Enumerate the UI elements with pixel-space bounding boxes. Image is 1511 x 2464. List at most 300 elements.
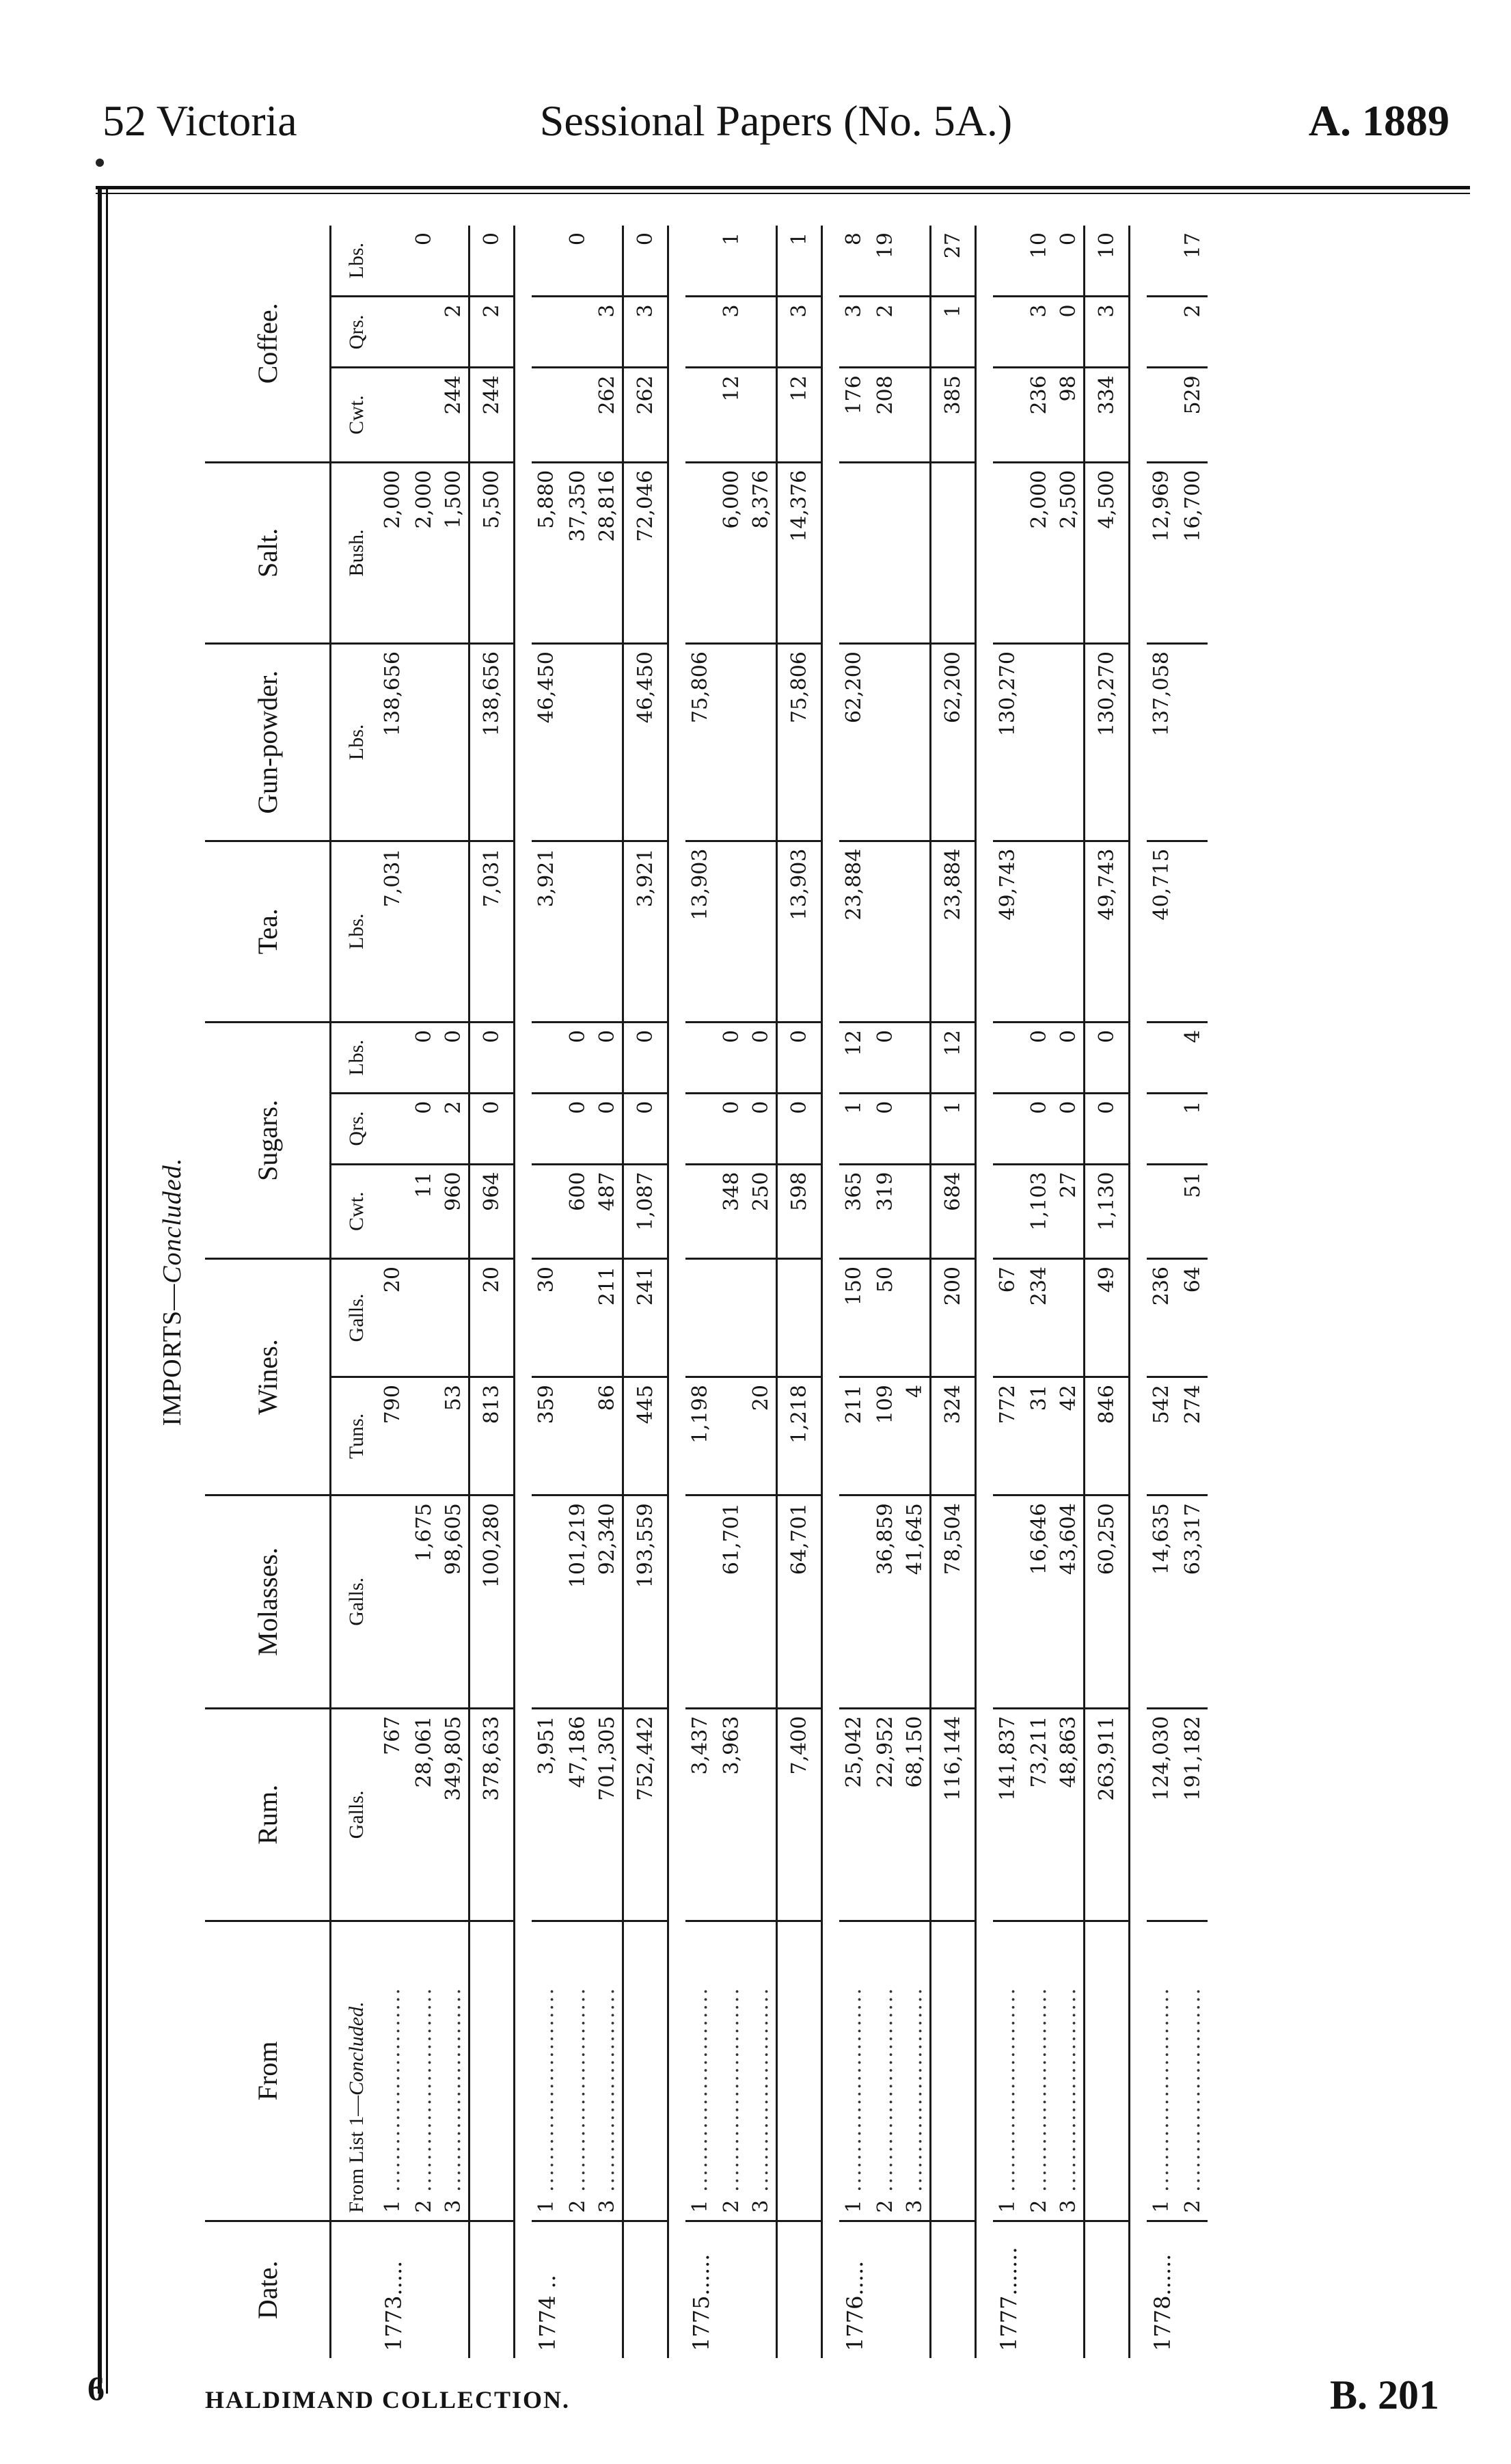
cell-ccwt: 98 xyxy=(1054,368,1085,462)
leader-dots: .......................... xyxy=(1027,1987,1051,2200)
leader-dots: .......................... xyxy=(688,1987,712,2200)
unit-tea: Lbs. xyxy=(331,841,379,1022)
total-tea: 3,921 xyxy=(623,841,668,1022)
total-wgalls: 20 xyxy=(469,1259,515,1377)
leader-dots: .......................... xyxy=(534,1987,558,2200)
header-center: Sessional Papers (No. 5A.) xyxy=(539,96,1013,145)
unit-sugars-lbs: Lbs. xyxy=(331,1022,379,1093)
cell-rum: 124,030 xyxy=(1147,1708,1178,1921)
leader-dots: .......................... xyxy=(749,1987,773,2200)
spacer-cell xyxy=(822,226,840,2358)
row-from xyxy=(532,1921,563,2221)
total-rum: 752,442 xyxy=(623,1708,668,1921)
row-date xyxy=(900,2221,931,2358)
row-date xyxy=(439,2221,469,2358)
row-date: 1773..... xyxy=(378,2221,409,2358)
leader-dots: .......................... xyxy=(595,1987,619,2200)
cell-cqrs xyxy=(378,297,409,368)
total-date xyxy=(1085,2221,1130,2358)
cell-cwt: 365 xyxy=(839,1164,871,1258)
table-row xyxy=(746,226,777,2358)
spacer-cell xyxy=(515,226,532,2358)
total-row xyxy=(777,226,822,2358)
cell-tea: 49,743 xyxy=(993,841,1024,1022)
row-from xyxy=(593,1921,623,2221)
row-source-number: 3 xyxy=(595,2199,619,2213)
row-date xyxy=(563,2221,593,2358)
cell-ccwt xyxy=(409,368,439,462)
cell-tea xyxy=(1178,841,1208,1022)
unit-date xyxy=(331,2221,379,2358)
row-date xyxy=(717,2221,746,2358)
spacer-cell xyxy=(668,226,686,2358)
cell-clbs: 19 xyxy=(873,232,897,259)
unit-sugars-qrs: Qrs. xyxy=(331,1093,379,1164)
row-date xyxy=(871,2221,900,2358)
cell-tuns: 109 xyxy=(871,1377,900,1495)
cell-ccwt xyxy=(1147,368,1178,462)
row-source-number: 2 xyxy=(720,2199,744,2213)
cell-rum: 3,951 xyxy=(532,1708,563,1921)
spacer-row xyxy=(1208,226,1224,2358)
cell-cqrs: 2 xyxy=(871,297,900,368)
cell-salt: 2,000 xyxy=(1024,462,1054,643)
row-from xyxy=(1178,1921,1208,2221)
cell-clbs: 1 xyxy=(720,232,744,246)
cell-tuns: 211 xyxy=(839,1377,871,1495)
total-qrs: 0 xyxy=(469,1093,515,1164)
cell-wgalls xyxy=(685,1259,717,1377)
cell-tuns: 542 xyxy=(1147,1377,1178,1495)
cell-rum: 48,863 xyxy=(1054,1708,1085,1921)
row-date xyxy=(1054,2221,1085,2358)
cell-ccwt: 208 xyxy=(871,368,900,462)
leader-dots: .......................... xyxy=(412,1987,436,2200)
unit-rum: Galls. xyxy=(331,1708,379,1921)
cell-wgalls xyxy=(409,1259,439,1377)
table-row xyxy=(378,226,409,2358)
cell-salt: 6,000 xyxy=(717,462,746,643)
cell-salt xyxy=(900,462,931,643)
total-salt xyxy=(931,462,976,643)
table-row xyxy=(871,226,900,2358)
total-cqrs: 3 xyxy=(623,297,668,368)
cell-clbs xyxy=(1147,226,1178,297)
units-row xyxy=(331,226,379,2358)
cell-wgalls: 30 xyxy=(532,1259,563,1377)
cell-rum: 22,952 xyxy=(871,1708,900,1921)
cell-qrs: 0 xyxy=(746,1093,777,1164)
total-molasses: 64,701 xyxy=(777,1495,822,1709)
cell-tea: 7,031 xyxy=(378,841,409,1022)
cell-salt: 12,969 xyxy=(1147,462,1178,643)
cell-clbs xyxy=(439,226,469,297)
total-tea: 49,743 xyxy=(1085,841,1130,1022)
cell-tuns: 31 xyxy=(1024,1377,1054,1495)
cell-tea xyxy=(1024,841,1054,1022)
cell-qrs: 2 xyxy=(439,1093,469,1164)
cell-cwt: 319 xyxy=(871,1164,900,1258)
cell-salt xyxy=(871,462,900,643)
total-ccwt: 262 xyxy=(623,368,668,462)
cell-slbs: 0 xyxy=(746,1022,777,1093)
cell-salt: 37,350 xyxy=(563,462,593,643)
unit-coffee-lbs: Lbs. xyxy=(345,242,368,279)
cell-tuns: 86 xyxy=(593,1377,623,1495)
total-ccwt: 385 xyxy=(931,368,976,462)
total-date xyxy=(623,2221,668,2358)
total-qrs: 1 xyxy=(931,1093,976,1164)
total-cwt: 1,087 xyxy=(623,1164,668,1258)
row-source-number: 2 xyxy=(412,2199,436,2213)
leader-dots: .......................... xyxy=(381,1987,405,2200)
row-source-number: 3 xyxy=(1057,2199,1080,2213)
cell-cqrs: 3 xyxy=(839,297,871,368)
cell-cwt xyxy=(1147,1164,1178,1258)
leader-dots: .......................... xyxy=(996,1987,1020,2200)
imports-body xyxy=(378,226,1224,2358)
row-source-number: 1 xyxy=(688,2199,712,2213)
imports-table xyxy=(205,226,1224,2358)
total-qrs: 0 xyxy=(623,1093,668,1164)
total-tuns: 846 xyxy=(1085,1377,1130,1495)
cell-cwt xyxy=(378,1164,409,1258)
total-row xyxy=(469,226,515,2358)
rotated-table-area xyxy=(130,205,1469,2392)
row-source-number: 1 xyxy=(842,2199,866,2213)
cell-rum: 767 xyxy=(378,1708,409,1921)
total-date xyxy=(931,2221,976,2358)
cell-salt xyxy=(839,462,871,643)
spacer-cell xyxy=(976,226,994,2358)
table-row xyxy=(900,226,931,2358)
cell-slbs: 0 xyxy=(1024,1022,1054,1093)
cell-ccwt: 12 xyxy=(717,368,746,462)
spacer-cell xyxy=(1130,226,1147,2358)
cell-rum: 701,305 xyxy=(593,1708,623,1921)
table-row xyxy=(839,226,871,2358)
row-from xyxy=(900,1921,931,2221)
cell-molasses: 41,645 xyxy=(900,1495,931,1709)
cell-clbs xyxy=(532,226,563,297)
cell-ccwt: 244 xyxy=(439,368,469,462)
cell-rum: 3,437 xyxy=(685,1708,717,1921)
footer-page-number: B. 201 xyxy=(1329,2372,1439,2418)
cell-qrs: 0 xyxy=(1024,1093,1054,1164)
col-salt: Salt. xyxy=(205,462,331,643)
row-source-number: 2 xyxy=(1027,2199,1051,2213)
cell-slbs: 0 xyxy=(593,1022,623,1093)
cell-cqrs: 3 xyxy=(593,297,623,368)
leader-dots: .......................... xyxy=(1149,1987,1173,2200)
row-date: 1775...... xyxy=(685,2221,717,2358)
table-row xyxy=(1024,226,1054,2358)
cell-wgalls xyxy=(563,1259,593,1377)
cell-cwt: 487 xyxy=(593,1164,623,1258)
cell-salt xyxy=(993,462,1024,643)
cell-wgalls xyxy=(900,1259,931,1377)
cell-tuns: 53 xyxy=(439,1377,469,1495)
cell-molasses: 1,675 xyxy=(409,1495,439,1709)
cell-ccwt: 236 xyxy=(1024,368,1054,462)
cell-molasses xyxy=(378,1495,409,1709)
cell-rum: 349,805 xyxy=(439,1708,469,1921)
table-row xyxy=(1178,226,1208,2358)
cell-clbs: 0 xyxy=(1057,232,1080,246)
total-tea: 13,903 xyxy=(777,841,822,1022)
total-clbs: 1 xyxy=(777,226,822,297)
cell-rum: 28,061 xyxy=(409,1708,439,1921)
cell-wgalls: 236 xyxy=(1147,1259,1178,1377)
total-molasses: 100,280 xyxy=(469,1495,515,1709)
cell-slbs: 0 xyxy=(439,1022,469,1093)
total-from xyxy=(1085,1921,1130,2221)
cell-cwt: 960 xyxy=(439,1164,469,1258)
cell-molasses: 101,219 xyxy=(563,1495,593,1709)
total-slbs: 0 xyxy=(623,1022,668,1093)
cell-ccwt: 529 xyxy=(1178,368,1208,462)
col-coffee: Coffee. xyxy=(205,226,331,462)
cell-ccwt xyxy=(900,368,931,462)
cell-cwt: 27 xyxy=(1054,1164,1085,1258)
cell-ccwt xyxy=(685,368,717,462)
cell-tea xyxy=(746,841,777,1022)
cell-salt: 2,000 xyxy=(409,462,439,643)
total-from xyxy=(931,1921,976,2221)
spacer-row xyxy=(668,226,686,2358)
cell-wgalls: 211 xyxy=(593,1259,623,1377)
cell-tea xyxy=(900,841,931,1022)
cell-salt: 1,500 xyxy=(439,462,469,643)
total-wgalls: 241 xyxy=(623,1259,668,1377)
row-source-number: 2 xyxy=(1181,2199,1205,2213)
row-from xyxy=(839,1921,871,2221)
row-from xyxy=(1054,1921,1085,2221)
table-row xyxy=(409,226,439,2358)
cell-wgalls xyxy=(746,1259,777,1377)
cell-molasses xyxy=(993,1495,1024,1709)
cell-gun xyxy=(746,644,777,841)
spacer-row xyxy=(822,226,840,2358)
cell-qrs xyxy=(532,1093,563,1164)
cell-tea xyxy=(409,841,439,1022)
cell-ccwt xyxy=(746,368,777,462)
total-ccwt: 12 xyxy=(777,368,822,462)
row-from xyxy=(685,1921,717,2221)
cell-molasses xyxy=(685,1495,717,1709)
cell-slbs: 0 xyxy=(563,1022,593,1093)
cell-ccwt xyxy=(532,368,563,462)
row-from xyxy=(409,1921,439,2221)
total-molasses: 193,559 xyxy=(623,1495,668,1709)
cell-gun: 137,058 xyxy=(1147,644,1178,841)
spacer-row xyxy=(976,226,994,2358)
total-salt: 72,046 xyxy=(623,462,668,643)
cell-cqrs xyxy=(746,297,777,368)
cell-tea: 13,903 xyxy=(685,841,717,1022)
cell-gun: 130,270 xyxy=(993,644,1024,841)
row-date: 1778...... xyxy=(1147,2221,1178,2358)
total-row xyxy=(931,226,976,2358)
cell-qrs xyxy=(900,1093,931,1164)
row-source-number: 1 xyxy=(534,2199,558,2213)
unit-coffee-qrs: Qrs. xyxy=(331,297,379,368)
cell-cqrs: 2 xyxy=(1178,297,1208,368)
cell-gun xyxy=(717,644,746,841)
total-qrs: 0 xyxy=(1085,1093,1130,1164)
col-wines: Wines. xyxy=(205,1259,331,1495)
cell-wgalls xyxy=(1054,1259,1085,1377)
from-list-label xyxy=(331,1921,379,2221)
row-date xyxy=(746,2221,777,2358)
cell-cqrs: 3 xyxy=(717,297,746,368)
table-row xyxy=(439,226,469,2358)
total-slbs: 12 xyxy=(931,1022,976,1093)
total-tuns: 1,218 xyxy=(777,1377,822,1495)
cell-salt: 2,000 xyxy=(378,462,409,643)
leader-dots: .......................... xyxy=(903,1987,927,2200)
col-sugars: Sugars. xyxy=(205,1022,331,1258)
total-cqrs: 1 xyxy=(931,297,976,368)
total-clbs: 0 xyxy=(623,226,668,297)
rotated-page xyxy=(130,205,1442,2379)
cell-salt: 28,816 xyxy=(593,462,623,643)
top-rule xyxy=(96,186,1470,189)
total-wgalls: 200 xyxy=(931,1259,976,1377)
cell-gun xyxy=(593,644,623,841)
section-title-text: IMPORTS— xyxy=(158,1283,187,1426)
table-row xyxy=(532,226,563,2358)
header-right: A. 1889 xyxy=(1308,96,1449,145)
unit-salt: Bush. xyxy=(331,462,379,643)
cell-qrs: 1 xyxy=(1178,1093,1208,1164)
row-from xyxy=(439,1921,469,2221)
cell-wgalls: 234 xyxy=(1024,1259,1054,1377)
cell-slbs: 0 xyxy=(717,1022,746,1093)
row-source-number: 1 xyxy=(1149,2199,1173,2213)
cell-salt: 5,880 xyxy=(532,462,563,643)
total-gun: 138,656 xyxy=(469,644,515,841)
total-date xyxy=(469,2221,515,2358)
section-title xyxy=(157,205,187,2379)
cell-clbs xyxy=(993,226,1024,297)
cell-clbs: 0 xyxy=(412,232,436,246)
cell-slbs xyxy=(685,1022,717,1093)
cell-cwt: 1,103 xyxy=(1024,1164,1054,1258)
total-clbs: 0 xyxy=(469,226,515,297)
cell-wgalls xyxy=(439,1259,469,1377)
from-list-text: From List 1— xyxy=(345,2095,368,2213)
cell-cqrs xyxy=(1147,297,1178,368)
cell-tuns: 790 xyxy=(378,1377,409,1495)
cell-rum xyxy=(746,1708,777,1921)
total-qrs: 0 xyxy=(777,1093,822,1164)
cell-tuns: 1,198 xyxy=(685,1377,717,1495)
leader-dots: .......................... xyxy=(441,1987,465,2200)
cell-tea xyxy=(717,841,746,1022)
total-tuns: 445 xyxy=(623,1377,668,1495)
cell-tuns: 4 xyxy=(900,1377,931,1495)
cell-cwt: 348 xyxy=(717,1164,746,1258)
cell-qrs: 0 xyxy=(717,1093,746,1164)
cell-wgalls: 64 xyxy=(1178,1259,1208,1377)
cell-qrs: 0 xyxy=(563,1093,593,1164)
table-row xyxy=(993,226,1024,2358)
leader-dots: .......................... xyxy=(842,1987,866,2200)
cell-ccwt: 262 xyxy=(593,368,623,462)
total-cqrs: 2 xyxy=(469,297,515,368)
cell-tea xyxy=(593,841,623,1022)
table-row xyxy=(685,226,717,2358)
total-salt: 14,376 xyxy=(777,462,822,643)
row-from xyxy=(993,1921,1024,2221)
cell-tuns: 772 xyxy=(993,1377,1024,1495)
cell-rum: 68,150 xyxy=(900,1708,931,1921)
cell-tea: 23,884 xyxy=(839,841,871,1022)
cell-ccwt xyxy=(378,368,409,462)
cell-tuns: 42 xyxy=(1054,1377,1085,1495)
table-row xyxy=(563,226,593,2358)
total-from xyxy=(777,1921,822,2221)
row-from xyxy=(378,1921,409,2221)
page-header xyxy=(103,96,1449,157)
cell-gun xyxy=(900,644,931,841)
cell-gun xyxy=(439,644,469,841)
cell-cwt: 600 xyxy=(563,1164,593,1258)
row-source-number: 1 xyxy=(381,2199,405,2213)
cell-tea xyxy=(1054,841,1085,1022)
total-gun: 62,200 xyxy=(931,644,976,841)
cell-cqrs xyxy=(685,297,717,368)
total-from xyxy=(469,1921,515,2221)
unit-sugars-cwt: Cwt. xyxy=(331,1164,379,1258)
cell-clbs xyxy=(593,226,623,297)
col-from: From xyxy=(205,1921,331,2221)
cell-qrs xyxy=(378,1093,409,1164)
cell-molasses: 63,317 xyxy=(1178,1495,1208,1709)
row-from xyxy=(871,1921,900,2221)
total-from xyxy=(623,1921,668,2221)
left-edge-rule xyxy=(98,186,102,2394)
spacer-cell xyxy=(1208,226,1224,2358)
cell-cwt xyxy=(900,1164,931,1258)
cell-tuns: 359 xyxy=(532,1377,563,1495)
cell-tuns: 20 xyxy=(746,1377,777,1495)
cell-molasses: 61,701 xyxy=(717,1495,746,1709)
cell-cwt: 11 xyxy=(409,1164,439,1258)
cell-molasses xyxy=(746,1495,777,1709)
total-gun: 75,806 xyxy=(777,644,822,841)
cell-clbs xyxy=(746,226,777,297)
table-row xyxy=(593,226,623,2358)
cell-qrs xyxy=(685,1093,717,1164)
cell-tea xyxy=(871,841,900,1022)
cell-tea xyxy=(439,841,469,1022)
total-cwt: 684 xyxy=(931,1164,976,1258)
cell-tea xyxy=(563,841,593,1022)
cell-molasses: 14,635 xyxy=(1147,1495,1178,1709)
row-source-number: 2 xyxy=(566,2199,590,2213)
total-row xyxy=(623,226,668,2358)
cell-molasses: 43,604 xyxy=(1054,1495,1085,1709)
cell-rum: 3,963 xyxy=(717,1708,746,1921)
leader-dots: .......................... xyxy=(720,1987,744,2200)
cell-tuns xyxy=(717,1377,746,1495)
cell-rum: 141,837 xyxy=(993,1708,1024,1921)
cell-clbs: 0 xyxy=(566,232,590,246)
cell-slbs: 0 xyxy=(1054,1022,1085,1093)
footer-collection: HALDIMAND COLLECTION. xyxy=(205,2386,571,2413)
